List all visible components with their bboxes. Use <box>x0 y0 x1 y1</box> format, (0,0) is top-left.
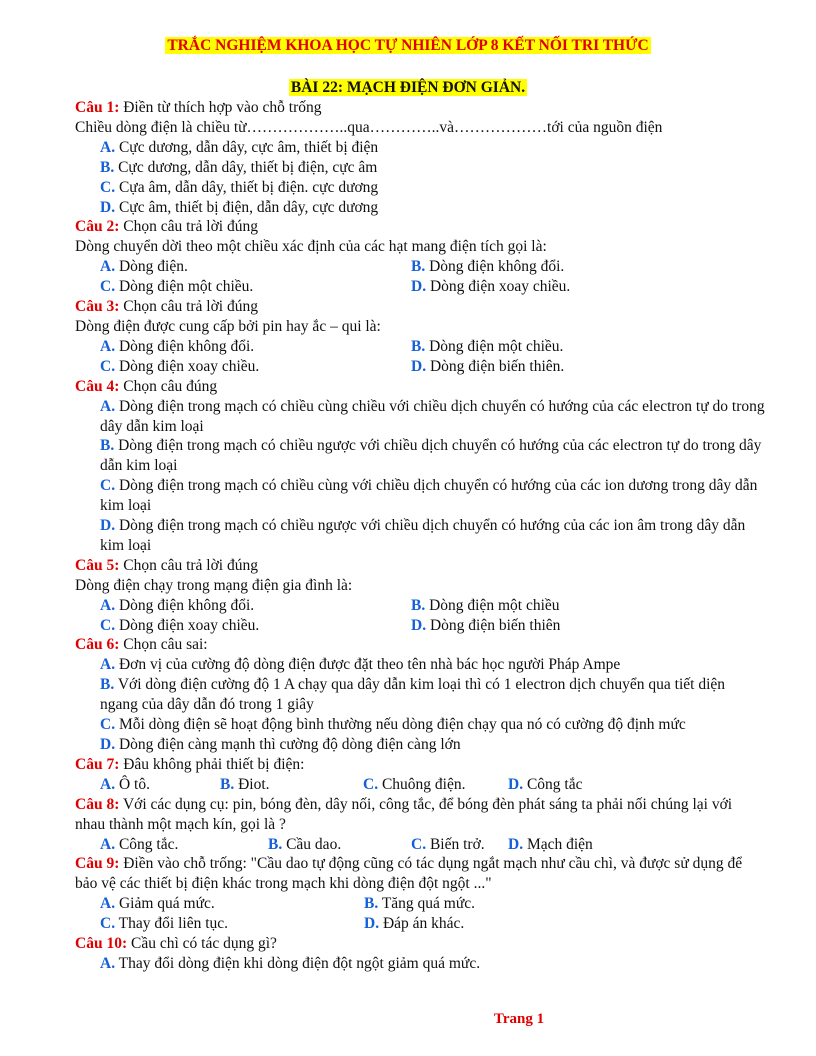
question-8-option-b: B. Cầu dao. <box>268 835 342 853</box>
question-1-heading: Câu 1: Điền từ thích hợp vào chỗ trống <box>75 99 322 116</box>
question-2-stem: Dòng chuyển dời theo một chiều xác định của các hạt mang điện tích gọi là: <box>75 238 547 256</box>
question-2-options-row-1 <box>75 257 765 277</box>
question-5-option-b: B. Dòng điện một chiều <box>411 596 560 614</box>
question-9-options-row-1 <box>75 894 765 914</box>
question-1-stem: Chiều dòng điện là chiều từ………………..qua…………..và………………tới của nguồn điện <box>75 118 663 136</box>
question-2-heading: Câu 2: Chọn câu trả lời đúng <box>75 218 258 236</box>
question-3-option-c: C. Dòng điện xoay chiều. <box>100 357 260 375</box>
question-9-option-d: D. Đáp án khác. <box>364 915 465 933</box>
question-7-option-a: A. Ô tô. <box>100 775 150 793</box>
question-4-option-a: A. Dòng điện trong mạch có chiều cùng chiều với chiều dịch chuyển có hướng của các electron tự do trong dây dẫn kim loại <box>100 397 765 435</box>
question-7-option-b: B. Điot. <box>220 775 270 793</box>
question-8-options-row <box>75 835 765 855</box>
question-3-heading: Câu 3: Chọn câu trả lời đúng <box>75 298 258 316</box>
document-title: TRẮC NGHIỆM KHOA HỌC TỰ NHIÊN LỚP 8 KẾT NỐI TRI THỨC <box>167 37 649 54</box>
question-1-option-b: B. Cực dương, dẫn dây, thiết bị điện, cực âm <box>100 158 378 176</box>
question-8-option-a: A. Công tắc. <box>100 835 179 853</box>
page-number: Trang 1 <box>493 1011 545 1027</box>
question-9-option-a: A. Giảm quá mức. <box>100 895 215 913</box>
question-4-option-b: B. Dòng điện trong mạch có chiều ngược với chiều dịch chuyển có hướng của các electron tự do trong dây dẫn kim loại <box>100 437 762 475</box>
question-3-option-a: A. Dòng điện không đổi. <box>100 337 255 355</box>
question-5-options-row-2 <box>75 616 765 636</box>
question-3-option-b: B. Dòng điện một chiều. <box>411 337 564 355</box>
question-3-option-d: D. Dòng điện biến thiên. <box>411 357 565 375</box>
question-2-option-a: A. Dòng điện. <box>100 258 188 276</box>
question-9-option-c: C. Thay đổi liên tục. <box>100 915 229 933</box>
question-5-option-a: A. Dòng điện không đổi. <box>100 596 255 614</box>
question-6-option-b: B. Với dòng điện cường độ 1 A chạy qua dây dẫn kim loại thì có 1 electron dịch chuyển qua tiết diện ngang của dây dẫn đó trong 1 giây <box>100 676 726 714</box>
question-list <box>75 98 765 974</box>
question-6-option-a: A. Đơn vị của cường độ dòng điện được đặt theo tên nhà bác học người Pháp Ampe <box>100 656 621 674</box>
question-7-option-c: C. Chuông điện. <box>363 775 466 793</box>
question-8-option-d: D. Mạch điện <box>508 835 593 853</box>
question-4-option-c: C. Dòng điện trong mạch có chiều cùng với chiều dịch chuyển có hướng của các ion dương trong dây dẫn kim loại <box>100 477 758 515</box>
question-5-option-d: D. Dòng điện biến thiên <box>411 616 561 634</box>
question-10-heading: Câu 10: Cầu chì có tác dụng gì? <box>75 935 277 953</box>
question-9-option-b: B. Tăng quá mức. <box>364 895 476 913</box>
question-1-option-d: D. Cực âm, thiết bị điện, dẫn dây, cực dương <box>100 198 379 216</box>
question-6-heading: Câu 6: Chọn câu sai: <box>75 636 208 654</box>
question-9-heading: Câu 9: Điền vào chỗ trống: "Cầu dao tự động cũng có tác dụng ngắt mạch như cầu chì, và được sử dụng để bảo vệ các thiết bị điện khác trong mạch khi dòng điện đột ngột ..." <box>75 855 743 893</box>
question-5-option-c: C. Dòng điện xoay chiều. <box>100 616 260 634</box>
question-3-options-row-1 <box>75 337 765 357</box>
question-5-options-row-1 <box>75 596 765 616</box>
question-10-option-a: A. Thay đổi dòng điện khi dòng điện đột ngột giảm quá mức. <box>100 954 481 972</box>
lesson-title: BÀI 22: MẠCH ĐIỆN ĐƠN GIẢN. <box>290 79 526 96</box>
question-2-option-c: C. Dòng điện một chiều. <box>100 278 254 296</box>
question-5-stem: Dòng điện chạy trong mạng điện gia đình là: <box>75 576 353 594</box>
question-2-options-row-2 <box>75 277 765 297</box>
question-9-options-row-2 <box>75 914 765 934</box>
question-6-option-c: C. Mỗi dòng điện sẽ hoạt động bình thường nếu dòng điện chạy qua nó có cường độ định mức <box>100 716 686 734</box>
question-5-heading: Câu 5: Chọn câu trả lời đúng <box>75 556 258 574</box>
question-8-option-c: C. Biến trở. <box>411 835 485 853</box>
question-8-heading: Câu 8: Với các dụng cụ: pin, bóng đèn, dây nối, công tắc, để bóng đèn phát sáng ta phải nối chúng lại với nhau thành một mạch kín, gọi là ? <box>75 795 733 833</box>
question-4-heading: Câu 4: Chọn câu đúng <box>75 377 218 395</box>
question-3-options-row-2 <box>75 357 765 377</box>
question-1-option-a: A. Cực dương, dẫn dây, cực âm, thiết bị điện <box>100 138 379 156</box>
question-7-options-row <box>75 775 765 795</box>
question-2-option-d: D. Dòng điện xoay chiều. <box>411 278 571 296</box>
question-2-option-b: B. Dòng điện không đổi. <box>411 258 565 276</box>
question-7-heading: Câu 7: Đâu không phải thiết bị điện: <box>75 755 305 773</box>
question-3-stem: Dòng điện được cung cấp bởi pin hay ắc – qui là: <box>75 317 381 335</box>
question-1-option-c: C. Cựa âm, dẫn dây, thiết bị điện. cực dương <box>100 178 379 196</box>
question-4-option-d: D. Dòng điện trong mạch có chiều ngược với chiều dịch chuyển có hướng của các ion âm trong dây dẫn kim loại <box>100 517 746 554</box>
question-7-option-d: D. Công tắc <box>508 775 583 793</box>
question-6-option-d: D. Dòng điện càng mạnh thì cường độ dòng điện càng lớn <box>100 736 461 753</box>
